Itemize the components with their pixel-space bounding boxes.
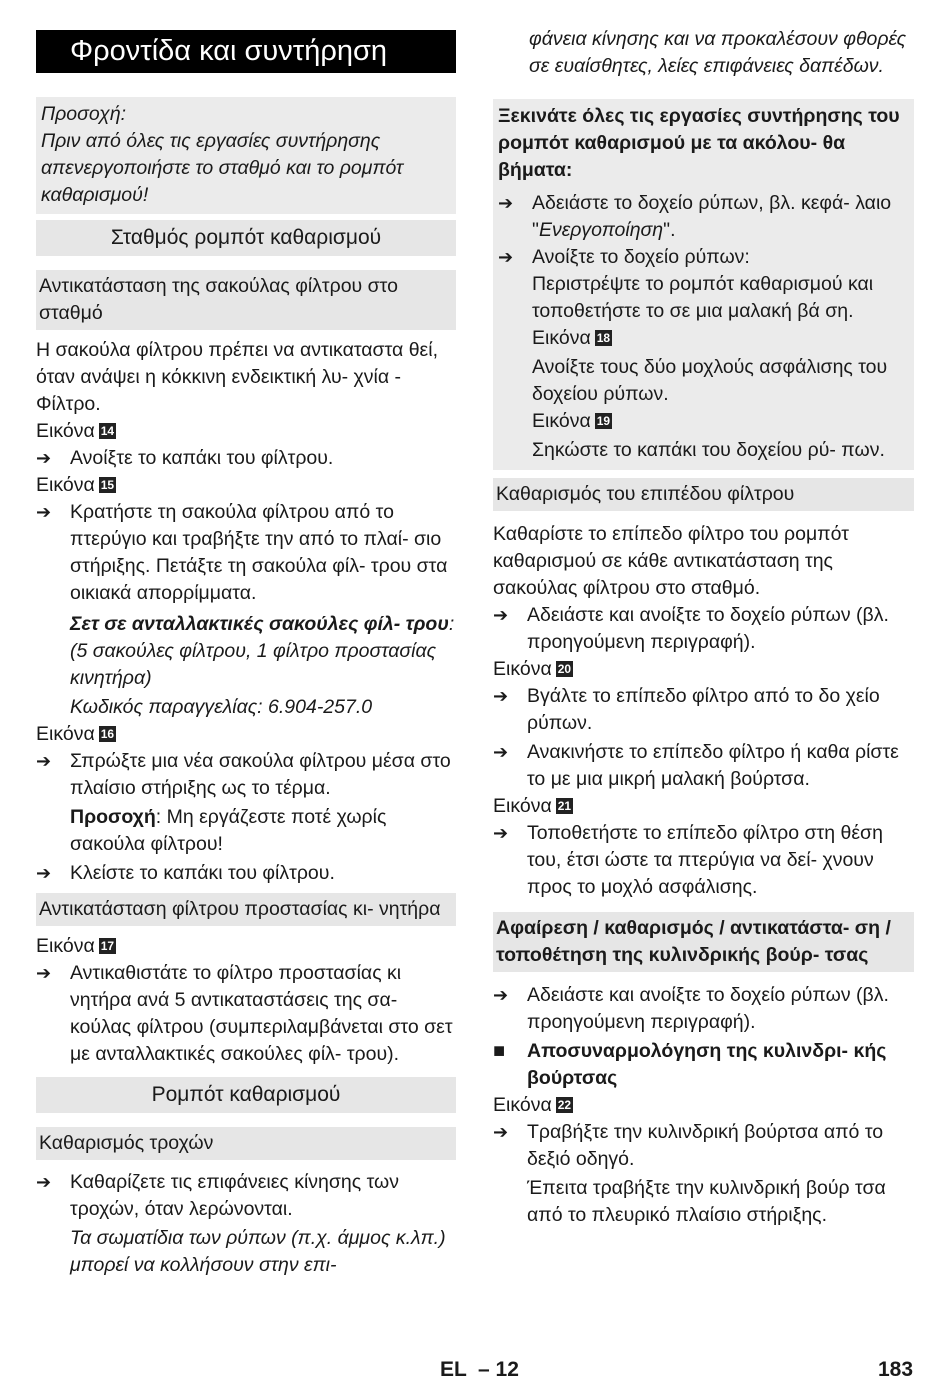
step-open-lid: ➔ Ανοίξτε το καπάκι του φίλτρου. — [36, 445, 456, 472]
figure-ref-18: Εικόνα 18 — [532, 327, 611, 349]
brush-heading: Αφαίρεση / καθαρισμός / αντικατάστα- ση / τοποθέτηση της κυλινδρικής βούρ- τσας — [493, 912, 914, 972]
bullet-square-icon: ■ — [493, 1040, 506, 1062]
arrow-icon: ➔ — [36, 751, 52, 771]
arrow-icon: ➔ — [493, 605, 509, 625]
flat-filter-intro: Καθαρίστε το επίπεδο φίλτρο του ρομπότ καθαρισμού σε κάθε αντικατάσταση της σακούλας φίλτρου στο σταθμό. — [493, 523, 849, 599]
step-take-out-filter: ➔ Βγάλτε το επίπεδο φίλτρο από το δο χείο ρύπων. — [493, 683, 914, 737]
start-steps-block — [493, 99, 914, 470]
figure-number-badge: 22 — [557, 1098, 572, 1112]
flat-filter-heading: Καθαρισμός του επιπέδου φίλτρου — [493, 478, 914, 511]
then-pull-brush: Έπειτα τραβήξτε την κυλινδρική βούρ τσα από το πλευρικό πλαίσιο στήριξης. — [527, 1177, 886, 1226]
figure-ref-19: Εικόνα 19 — [532, 410, 611, 432]
arrow-icon: ➔ — [36, 863, 52, 883]
step-clean-wheels: ➔ Καθαρίζετε τις επιφάνειες κίνησης των τροχών, όταν λερώνονται. — [36, 1169, 456, 1223]
caution-box — [36, 97, 456, 214]
step-empty-open: ➔ Αδειάστε και ανοίξτε το δοχείο ρύπων (βλ. προηγούμενη περιγραφή). — [493, 602, 914, 656]
figure-ref-20: Εικόνα 20 — [493, 658, 572, 680]
figure-ref-22: Εικόνα 22 — [493, 1094, 572, 1116]
figure-ref-14: Εικόνα 14 — [36, 420, 115, 442]
caution-label: Προσοχή: — [41, 103, 127, 125]
step-replace-motor-filter: ➔ Αντικαθιστάτε το φίλτρο προστασίας κι νητήρα ανά 5 αντικαταστάσεις της σα- κούλας φίλτρου (συμπεριλαμβάνεται στο σετ με ανταλλακτικές σακούλες φίλ- τρου). — [36, 960, 456, 1068]
motor-filter-heading: Αντικατάσταση φίλτρου προστασίας κι- νητήρα — [36, 893, 456, 926]
footer-local-page: – 12 — [478, 1358, 519, 1381]
arrow-icon: ➔ — [36, 963, 52, 983]
arrow-icon: ➔ — [493, 985, 509, 1005]
figure-number-badge: 21 — [557, 799, 572, 813]
station-heading: Σταθμός ρομπότ καθαρισμού — [36, 220, 456, 256]
spare-set: Σετ σε ανταλλακτικές σακούλες φίλ- τρου: (5 σακούλες φίλτρου, 1 φίλτρο προστασίας κινητήρα) — [70, 613, 455, 689]
rotate-robot: Περιστρέψτε το ρομπότ καθαρισμού και τοποθετήστε το σε μια μαλακή βά ση. — [532, 273, 874, 322]
figure-number-badge: 20 — [557, 662, 572, 676]
figure-number-badge: 19 — [596, 414, 611, 428]
robot-heading: Ρομπότ καθαρισμού — [36, 1077, 456, 1113]
arrow-icon: ➔ — [36, 1172, 52, 1192]
step-open-container: ➔ Ανοίξτε το δοχείο ρύπων: — [498, 244, 909, 271]
arrow-icon: ➔ — [493, 823, 509, 843]
left-column — [36, 0, 456, 1279]
arrow-icon: ➔ — [493, 1122, 509, 1142]
arrow-icon: ➔ — [498, 247, 514, 267]
bag-heading: Αντικατάσταση της σακούλας φίλτρου στο σταθμό — [36, 270, 456, 330]
step-empty-open-2: ➔ Αδειάστε και ανοίξτε το δοχείο ρύπων (βλ. προηγούμενη περιγραφή). — [493, 982, 914, 1036]
arrow-icon: ➔ — [36, 502, 52, 522]
open-levers: Ανοίξτε τους δύο μοχλούς ασφάλισης του δοχείου ρύπων. — [532, 356, 888, 405]
figure-ref-16: Εικόνα 16 — [36, 723, 115, 745]
step-empty-container: ➔ Αδειάστε το δοχείο ρύπων, βλ. κεφά- λαιο "Ενεργοποίηση". — [498, 190, 909, 244]
step-hold-bag: ➔ Κρατήστε τη σακούλα φίλτρου από το πτερύγιο και τραβήξτε την από το πλαί- σιο στήριξης. Πετάξτε τη σακούλα φίλ- τρου στα οικιακά απορρίμματα. — [36, 499, 456, 607]
step-push-bag: ➔ Σπρώξτε μια νέα σακούλα φίλτρου μέσα στο πλαίσιο στήριξης ως το τέρμα. — [36, 748, 456, 802]
wheels-note: Τα σωματίδια των ρύπων (π.χ. άμμος κ.λπ.) μπορεί να κολλήσουν στην επι- — [70, 1227, 446, 1276]
wheels-note-continued: φάνεια κίνησης και να προκαλέσουν φθορές σε ευαίσθητες, λείες επιφάνειες δαπέδων. — [529, 28, 907, 77]
footer-page-number: 183 — [878, 1358, 914, 1381]
start-heading: Ξεκινάτε όλες τις εργασίες συντήρησης του ρομπότ καθαρισμού με τα ακόλου- θα βήματα: — [498, 105, 900, 181]
attention-note: Προσοχή: Μη εργάζεστε ποτέ χωρίς σακούλα φίλτρου! — [70, 806, 387, 855]
figure-ref-21: Εικόνα 21 — [493, 795, 572, 817]
bag-intro: Η σακούλα φίλτρου πρέπει να αντικαταστα θεί, όταν ανάψει η κόκκινη ενδεικτική λυ- χνία - Φίλτρο. — [36, 339, 438, 415]
figure-number-badge: 15 — [100, 478, 115, 492]
arrow-icon: ➔ — [498, 193, 514, 213]
figure-number-badge: 18 — [596, 331, 611, 345]
figure-ref-15: Εικόνα 15 — [36, 474, 115, 496]
figure-number-badge: 17 — [100, 939, 115, 953]
arrow-icon: ➔ — [493, 686, 509, 706]
lift-lid: Σηκώστε το καπάκι του δοχείου ρύ- πων. — [532, 439, 885, 461]
step-pull-brush: ➔ Τραβήξτε την κυλινδρική βούρτσα από το δεξιό οδηγό. — [493, 1119, 914, 1173]
figure-number-badge: 14 — [100, 424, 115, 438]
footer-language: EL — [440, 1358, 467, 1381]
arrow-icon: ➔ — [36, 448, 52, 468]
order-code: Κωδικός παραγγελίας: 6.904-257.0 — [70, 696, 373, 718]
arrow-icon: ➔ — [493, 742, 509, 762]
page-title: Φροντίδα και συντήρηση — [36, 30, 456, 73]
step-shake-filter: ➔ Ανακινήστε το επίπεδο φίλτρο ή καθα ρίστε το με μια μικρή μαλακή βούρτσα. — [493, 739, 914, 793]
disassembly-heading: ■ Αποσυναρμολόγηση της κυλινδρι- κής βούρτσας — [493, 1038, 914, 1092]
right-column — [493, 0, 914, 1229]
step-insert-filter: ➔ Τοποθετήστε το επίπεδο φίλτρο στη θέση του, έτσι ώστε τα πτερύγια να δεί- χνουν προς το μοχλό ασφάλισης. — [493, 820, 914, 901]
figure-ref-17: Εικόνα 17 — [36, 935, 115, 957]
figure-number-badge: 16 — [100, 727, 115, 741]
wheels-heading: Καθαρισμός τροχών — [36, 1127, 456, 1160]
caution-text: Πριν από όλες τις εργασίες συντήρησης απενεργοποιήστε το σταθμό και το ρομπότ καθαρισμού! — [41, 130, 404, 206]
step-close-lid: ➔ Κλείστε το καπάκι του φίλτρου. — [36, 860, 456, 887]
